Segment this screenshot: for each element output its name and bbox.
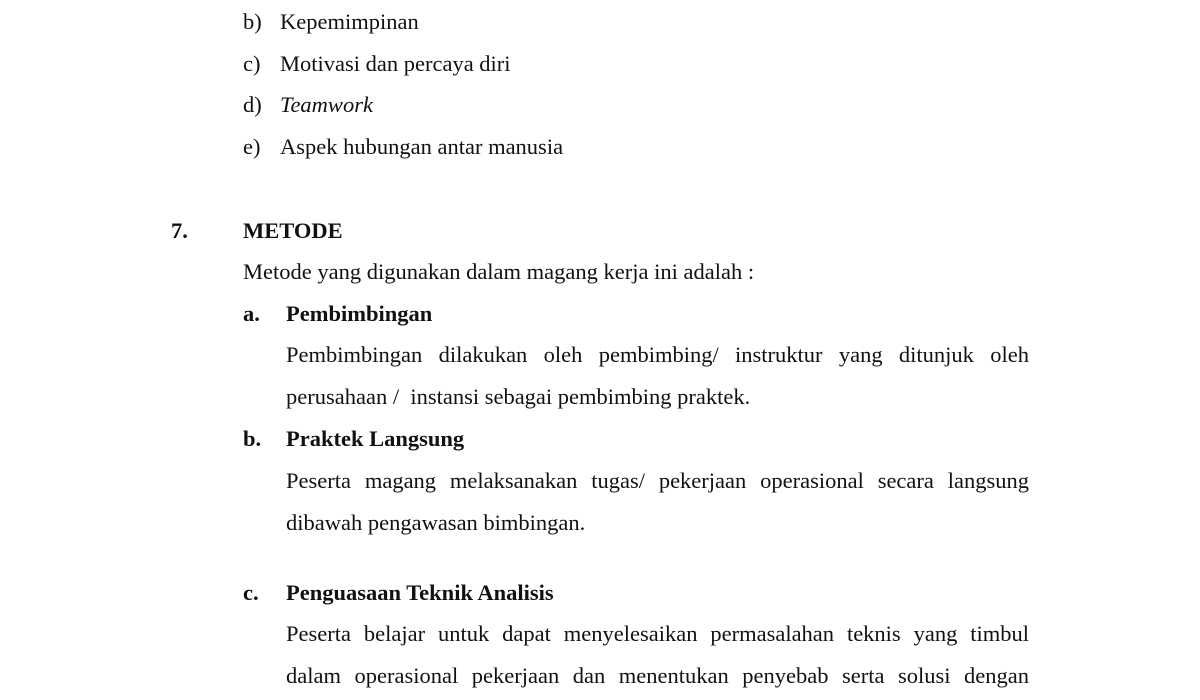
section-intro: Metode yang digunakan dalam magang kerja ini adalah : xyxy=(243,259,755,284)
list-marker: b) xyxy=(243,9,262,34)
subsection-label: b. xyxy=(243,426,262,451)
paragraph-line: dibawah pengawasan bimbingan. xyxy=(286,510,586,535)
paragraph-line: perusahaan / instansi sebagai pembimbing praktek. xyxy=(286,384,751,409)
list-text: Motivasi dan percaya diri xyxy=(280,51,511,76)
paragraph-line: Peserta belajar untuk dapat menyelesaikan permasalahan teknis yang timbul xyxy=(286,621,1029,646)
subsection-label: a. xyxy=(243,301,260,326)
list-text: Aspek hubungan antar manusia xyxy=(280,134,564,159)
subsection-title: Praktek Langsung xyxy=(286,426,465,451)
paragraph-line: Peserta magang melaksanakan tugas/ pekerjaan operasional secara langsung xyxy=(286,468,1029,493)
subsection-label: c. xyxy=(243,580,259,605)
list-marker: e) xyxy=(243,134,261,159)
paragraph-line: dalam operasional pekerjaan dan menentukan penyebab serta solusi dengan xyxy=(286,663,1029,688)
list-marker: c) xyxy=(243,51,261,76)
section-title: METODE xyxy=(243,218,343,243)
paragraph-line: Pembimbingan dilakukan oleh pembimbing/ instruktur yang ditunjuk oleh xyxy=(286,342,1029,367)
list-text: Teamwork xyxy=(280,92,373,117)
subsection-title: Pembimbingan xyxy=(286,301,433,326)
subsection-title: Penguasaan Teknik Analisis xyxy=(286,580,554,605)
list-text: Kepemimpinan xyxy=(280,9,419,34)
list-marker: d) xyxy=(243,92,262,117)
section-number: 7. xyxy=(171,218,188,243)
